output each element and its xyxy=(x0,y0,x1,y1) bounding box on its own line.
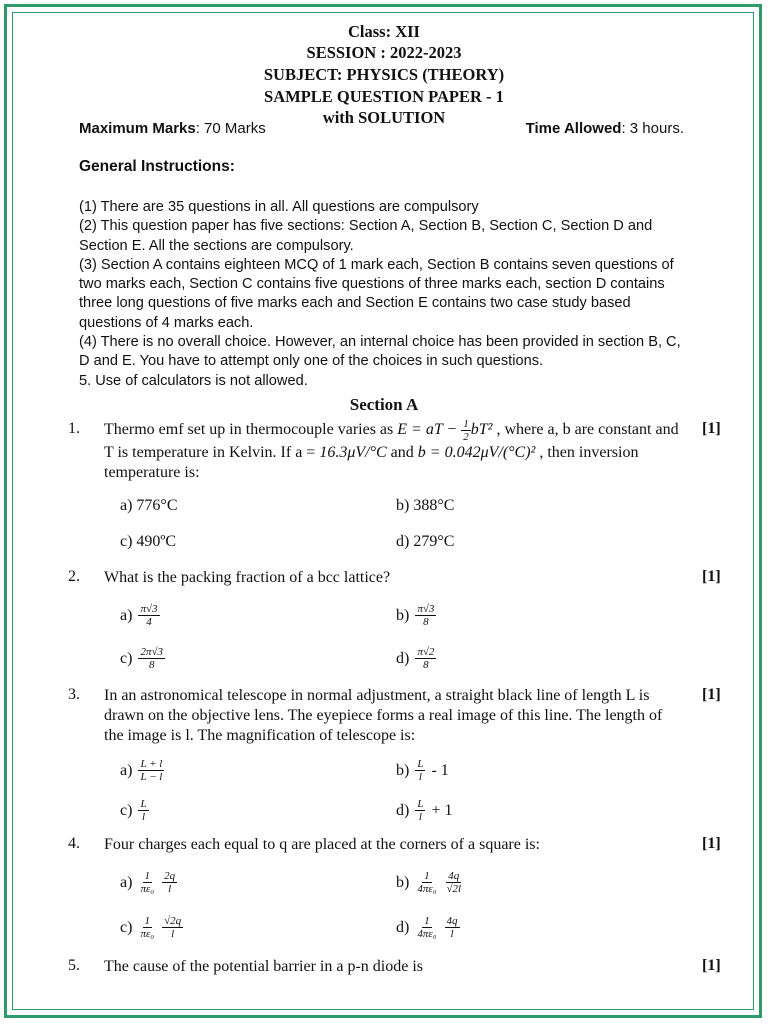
solution-line: with SOLUTION xyxy=(322,108,446,127)
question-number: 1. xyxy=(68,420,80,437)
marks-badge: [1] xyxy=(702,568,721,585)
option-d: d) $\frac{L}{l}$ + 1 xyxy=(396,798,453,823)
option-d: d) $\frac{\pi√2}{8}$ xyxy=(396,646,435,671)
session-line: SESSION : 2022-2023 xyxy=(306,43,462,62)
question-number: 4. xyxy=(68,835,80,852)
instruction-item: (3) Section A contains eighteen MCQ of 1 mark each, Section B contains seven questions of two marks each, Section C contains five questions of three marks each, section D contains three long questions of five marks each and Section E contains two case study based questions of 4 marks each. xyxy=(79,256,674,331)
option-b: b) 388°C xyxy=(396,497,455,514)
question-number: 3. xyxy=(68,686,80,703)
general-instructions-title: General Instructions: xyxy=(79,158,235,175)
marks-badge: [1] xyxy=(702,420,721,437)
question-number: 2. xyxy=(68,568,80,585)
marks-badge: [1] xyxy=(702,835,721,852)
option-b: b) $\frac{1}{\text{4πε₀}}$ $\frac{4q}{√2l}$ xyxy=(396,870,462,895)
question-1-text: Thermo emf set up in thermocouple varies as E = aT − $\frac{1}{2}$ bT² , where a, b are constant and T is temperature in Kelvin. If a = 16.3μV/°C and b = 0.042μV/(°C)² , then inversion temperature is: xyxy=(104,418,679,481)
option-a: a) $\frac{\pi√3}{4}$ xyxy=(120,603,158,628)
class-line: Class: XII xyxy=(348,22,420,41)
option-a: a) $\frac{L + l}{L - l}$ xyxy=(120,758,163,783)
option-c: c) $\frac{L}{l}$ xyxy=(120,798,147,823)
marks-badge: [1] xyxy=(702,686,721,703)
instructions-list xyxy=(79,198,685,391)
paper-title: SAMPLE QUESTION PAPER - 1 xyxy=(264,87,504,106)
option-c: c) 490ºC xyxy=(120,533,177,550)
option-a: a) $\frac{1}{\text{πε₀}}$ $\frac{2q}{l}$ xyxy=(120,870,176,895)
time-allowed: Time Allowed: 3 hours. xyxy=(525,120,684,137)
option-a: a) 776°C xyxy=(120,497,178,514)
question-4-text: Four charges each equal to q are placed at the corners of a square is: xyxy=(104,836,540,853)
question-5-text: The cause of the potential barrier in a p-n diode is xyxy=(104,958,423,975)
option-b: b) $\frac{\pi√3}{8}$ xyxy=(396,603,435,628)
fraction: $\frac{1}{2}$ xyxy=(463,418,469,443)
option-d: d) 279°C xyxy=(396,533,455,550)
instruction-item: (4) There is no overall choice. However, an internal choice has been provided in section B, C, D and E. You have to attempt only one of the choices in such questions. xyxy=(79,334,681,370)
question-3-text: In an astronomical telescope in normal adjustment, a straight black line of length L is drawn on the objective lens. The eyepiece forms a real image of this line. The length of the image is l. The magnification of telescope is: xyxy=(104,687,663,744)
option-d: d) $\frac{1}{\text{4πε₀}}$ $\frac{4q}{l}$ xyxy=(396,915,458,940)
instruction-item: (1) There are 35 questions in all. All questions are compulsory xyxy=(79,199,479,215)
option-c: c) $\frac{1}{\text{πε₀}}$ $\frac{√2q}{l}$ xyxy=(120,915,182,940)
question-2-text: What is the packing fraction of a bcc lattice? xyxy=(104,569,391,586)
question-number: 5. xyxy=(68,957,80,974)
instruction-item: (2) This question paper has five sections: Section A, Section B, Section C, Section D and Section E. All the sections are compulsory. xyxy=(79,218,653,254)
maximum-marks: Maximum Marks: 70 Marks xyxy=(79,120,266,137)
option-c: c) $\frac{2\pi√3}{8}$ xyxy=(120,646,163,671)
marks-badge: [1] xyxy=(702,957,721,974)
subject-line: SUBJECT: PHYSICS (THEORY) xyxy=(263,65,505,84)
section-a-title: Section A xyxy=(349,395,419,414)
instruction-item: 5. Use of calculators is not allowed. xyxy=(79,372,308,389)
option-b: b) $\frac{L}{l}$ - 1 xyxy=(396,758,449,783)
